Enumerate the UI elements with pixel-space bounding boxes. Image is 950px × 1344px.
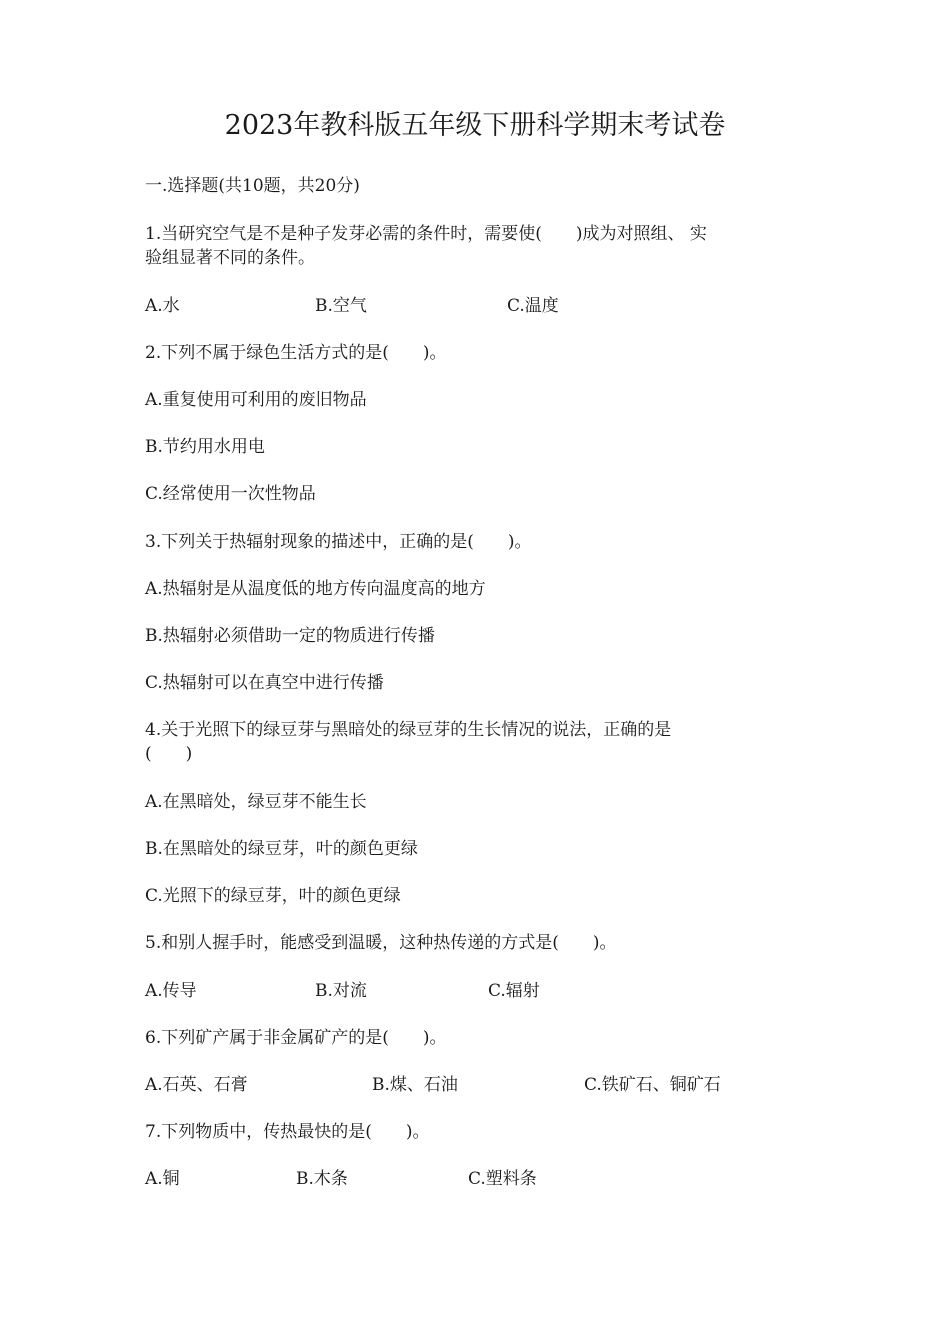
section-heading: 一.选择题(共10题，共20分) (145, 176, 360, 196)
question-2-option-b: B.节约用水用电 (145, 437, 265, 457)
question-5-text: 5.和别人握手时，能感受到温暖，这种热传递的方式是( )。 (145, 933, 617, 953)
question-1-option-b: B.空气 (315, 296, 367, 316)
question-1-text-line-1: 1.当研究空气是不是种子发芽必需的条件时，需要使( )成为对照组、 实 (145, 224, 707, 244)
question-1-text-line-2: 验组显著不同的条件。 (145, 248, 315, 268)
question-4-option-a: A.在黑暗处，绿豆芽不能生长 (145, 792, 367, 812)
question-3-option-a: A.热辐射是从温度低的地方传向温度高的地方 (145, 579, 486, 599)
question-6-option-a: A.石英、石膏 (145, 1075, 248, 1095)
question-5-option-a: A.传导 (145, 981, 197, 1001)
question-5-option-c: C.辐射 (488, 981, 540, 1001)
question-2-text: 2.下列不属于绿色生活方式的是( )。 (145, 343, 447, 363)
question-4-option-c: C.光照下的绿豆芽，叶的颜色更绿 (145, 886, 401, 906)
question-7-option-c: C.塑料条 (468, 1169, 537, 1189)
question-2-option-c: C.经常使用一次性物品 (145, 484, 316, 504)
question-4-text-line-2: ( ) (145, 744, 193, 764)
exam-title: 2023年教科版五年级下册科学期末考试卷 (224, 110, 726, 141)
question-6-option-b: B.煤、石油 (372, 1075, 458, 1095)
question-3-text: 3.下列关于热辐射现象的描述中，正确的是( )。 (145, 532, 532, 552)
question-5-option-b: B.对流 (315, 981, 367, 1001)
question-7-option-a: A.铜 (145, 1169, 180, 1189)
question-4-text-line-1: 4.关于光照下的绿豆芽与黑暗处的绿豆芽的生长情况的说法，正确的是 (145, 720, 672, 740)
question-4-option-b: B.在黑暗处的绿豆芽，叶的颜色更绿 (145, 839, 418, 859)
question-3-option-c: C.热辐射可以在真空中进行传播 (145, 673, 384, 693)
question-2-option-a: A.重复使用可利用的废旧物品 (145, 390, 367, 410)
question-3-option-b: B.热辐射必须借助一定的物质进行传播 (145, 626, 435, 646)
question-6-text: 6.下列矿产属于非金属矿产的是( )。 (145, 1028, 447, 1048)
question-7-option-b: B.木条 (296, 1169, 348, 1189)
question-1-option-a: A.水 (145, 296, 180, 316)
question-1-option-c: C.温度 (507, 296, 559, 316)
question-6-option-c: C.铁矿石、铜矿石 (584, 1075, 721, 1095)
question-7-text: 7.下列物质中，传热最快的是( )。 (145, 1122, 430, 1142)
